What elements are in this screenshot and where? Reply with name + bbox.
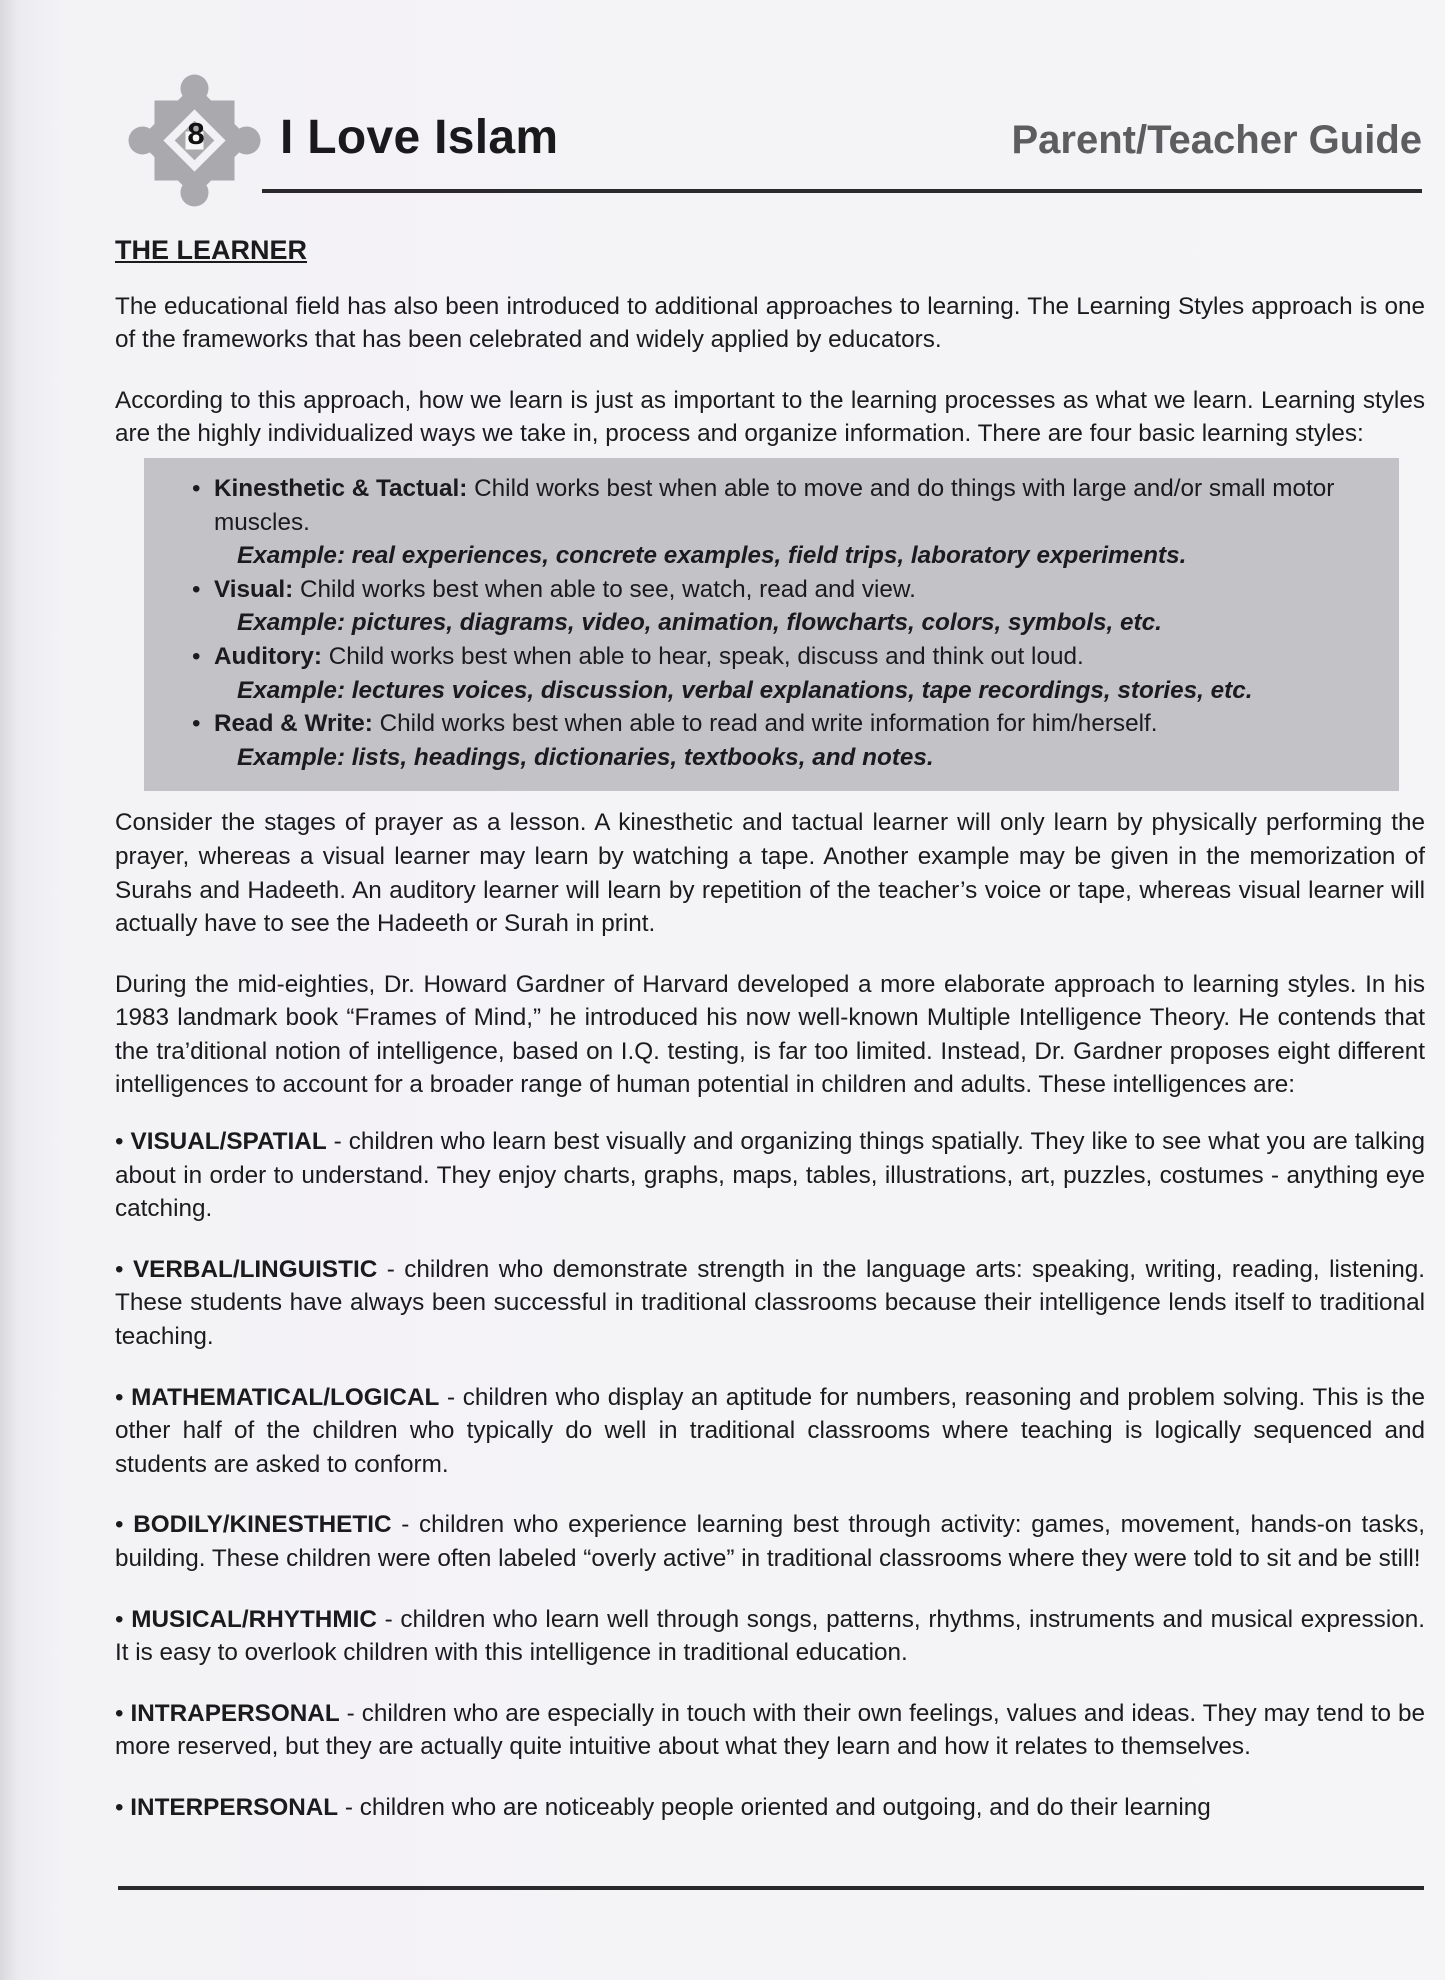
intelligence-item: • INTERPERSONAL - children who are noticeably people oriented and outgoing, and do their learning (115, 1793, 1211, 1821)
learning-style-example: Example: real experiences, concrete examples, field trips, laboratory experiments. (237, 542, 1187, 570)
intelligence-item: • BODILY/KINESTHETIC - children who experience learning best through activity: games, movement, hands-on tasks, building. These children were often labeled “overly active” in traditional classrooms where they were told to sit and be still! (115, 1511, 1425, 1572)
learning-style-description: Child works best when able to see, watch, read and view. (293, 575, 916, 603)
paragraph-prayer-example: Consider the stages of prayer as a lesson. A kinesthetic and tactual learner will only learn by physically performing the prayer, whereas a visual learner may learn by watching a tape. Another example may be given in the memorization of Surahs and Hadeeth. An auditory learner will learn by repetition of the teacher’s voice or tape, whereas visual learner will actually have to see the Hadeeth or Surah in print. (115, 809, 1425, 938)
learning-style-description: Child works best when able to move and do things with large and/or small motor muscles. (214, 474, 1335, 536)
learning-style-example: Example: pictures, diagrams, video, animation, flowcharts, colors, symbols, etc. (237, 609, 1162, 637)
section-title: THE LEARNER (115, 235, 308, 265)
guide-title: Parent/Teacher Guide (1011, 118, 1422, 162)
paragraph-intro: The educational field has also been introduced to additional approaches to learning. The Learning Styles approach is one of the frameworks that has been celebrated and widely applied by educators. (115, 292, 1425, 354)
intelligence-name: VISUAL/SPATIAL (130, 1128, 327, 1156)
main-content (115, 234, 1425, 1852)
intelligence-item: • INTRAPERSONAL - children who are especially in touch with their own feelings, values and ideas. They may tend to be more reserved, but they are actually quite intuitive about what they learn and how it relates to themselves. (115, 1699, 1425, 1761)
intelligence-description: - children who learn best visually and organizing things spatially. They like to see what you are talking about in order to understand. They enjoy charts, graphs, maps, tables, illustrations, art, puzzles, costumes - anything eye catching. (115, 1128, 1425, 1223)
intelligence-name: INTRAPERSONAL (130, 1699, 340, 1727)
intelligences-list (115, 1125, 1425, 1825)
learning-style-description: Child works best when able to hear, speak, discuss and think out loud. (321, 642, 1084, 670)
paragraph-gardner: During the mid-eighties, Dr. Howard Gardner of Harvard developed a more elaborate approach to learning styles. In his 1983 landmark book “Frames of Mind,” he introduced his now well-known Multiple Intelligence Theory. He contends that the tra’ditional notion of intelligence, based on I.Q. testing, is far too limited. Instead, Dr. Gardner proposes eight different intelligences to account for a broader range of human potential in children and adults. These intelligences are: (115, 970, 1425, 1099)
intelligence-description: - children who demonstrate strength in the language arts: speaking, writing, reading, listening. These students have always been successful in traditional classrooms because their intelligence lends itself to traditional teaching. (115, 1255, 1425, 1351)
intelligence-description: - children who experience learning best through activity: games, movement, hands-on tasks, building. These children were often labeled “overly active” in traditional classrooms where they were told to sit and be still! (115, 1511, 1425, 1572)
learning-style-item: • Read & Write: Child works best when able to read and write information for him/herself. (192, 710, 1158, 738)
intelligence-name: BODILY/KINESTHETIC (133, 1511, 392, 1539)
intelligence-item: • MATHEMATICAL/LOGICAL - children who display an aptitude for numbers, reasoning and problem solving. This is the other half of the children who typically do well in traditional classrooms where teaching is logically sequenced and students are asked to conform. (115, 1383, 1425, 1478)
learning-style-item: • Kinesthetic & Tactual: Child works best when able to move and do things with large and/or small motor muscles. (192, 474, 1335, 536)
learning-style-item: • Auditory: Child works best when able to hear, speak, discuss and think out loud. (192, 642, 1084, 670)
learning-style-name: Auditory: (214, 642, 322, 670)
intelligence-description: - children who learn well through songs, patterns, rhythms, instruments and musical expression. It is easy to overlook children with this intelligence in traditional education. (115, 1605, 1425, 1667)
intelligence-item: • VISUAL/SPATIAL - children who learn best visually and organizing things spatially. They like to see what you are talking about in order to understand. They enjoy charts, graphs, maps, tables, illustrations, art, puzzles, costumes - anything eye catching. (115, 1128, 1425, 1223)
header-rule (262, 189, 1422, 193)
footer-rule (118, 1886, 1424, 1890)
intelligence-name: VERBAL/LINGUISTIC (132, 1255, 378, 1283)
paragraph-approach: According to this approach, how we learn is just as important to the learning processes as what we learn. Learning styles are the highly individualized ways we take in, process and organize information. There are four basic learning styles: (115, 386, 1425, 448)
intelligence-name: INTERPERSONAL (130, 1793, 339, 1821)
learning-style-name: Visual: (214, 575, 294, 603)
learning-styles-box (144, 458, 1399, 791)
intelligence-description: - children who display an aptitude for numbers, reasoning and problem solving. This is the other half of the children who typically do well in traditional classrooms where teaching is logically sequenced and students are asked to conform. (115, 1383, 1425, 1478)
intelligence-name: MUSICAL/RHYTHMIC (131, 1605, 377, 1633)
intelligence-item: • VERBAL/LINGUISTIC - children who demonstrate strength in the language arts: speaking, writing, reading, listening. These students have always been successful in traditional classrooms because their intelligence lends itself to traditional teaching. (115, 1255, 1425, 1351)
learning-style-name: Read & Write: (214, 710, 373, 738)
learning-style-description: Child works best when able to read and write information for him/herself. (372, 710, 1158, 738)
learning-style-item: • Visual: Child works best when able to see, watch, read and view. (192, 575, 916, 603)
page-number: 8 (187, 116, 205, 151)
intelligence-item: • MUSICAL/RHYTHMIC - children who learn well through songs, patterns, rhythms, instruments and musical expression. It is easy to overlook children with this intelligence in traditional education. (115, 1605, 1425, 1667)
intelligence-description: - children who are noticeably people oriented and outgoing, and do their learning (338, 1793, 1211, 1821)
book-title: I Love Islam (280, 111, 559, 164)
learning-style-example: Example: lectures voices, discussion, verbal explanations, tape recordings, stories, etc. (237, 676, 1253, 704)
intelligence-description: - children who are especially in touch with their own feelings, values and ideas. They may tend to be more reserved, but they are actually quite intuitive about what they learn and how it relates to themselves. (115, 1699, 1425, 1761)
intelligence-name: MATHEMATICAL/LOGICAL (131, 1383, 440, 1411)
learning-style-example: Example: lists, headings, dictionaries, textbooks, and notes. (237, 743, 934, 771)
learning-style-name: Kinesthetic & Tactual: (214, 474, 468, 502)
